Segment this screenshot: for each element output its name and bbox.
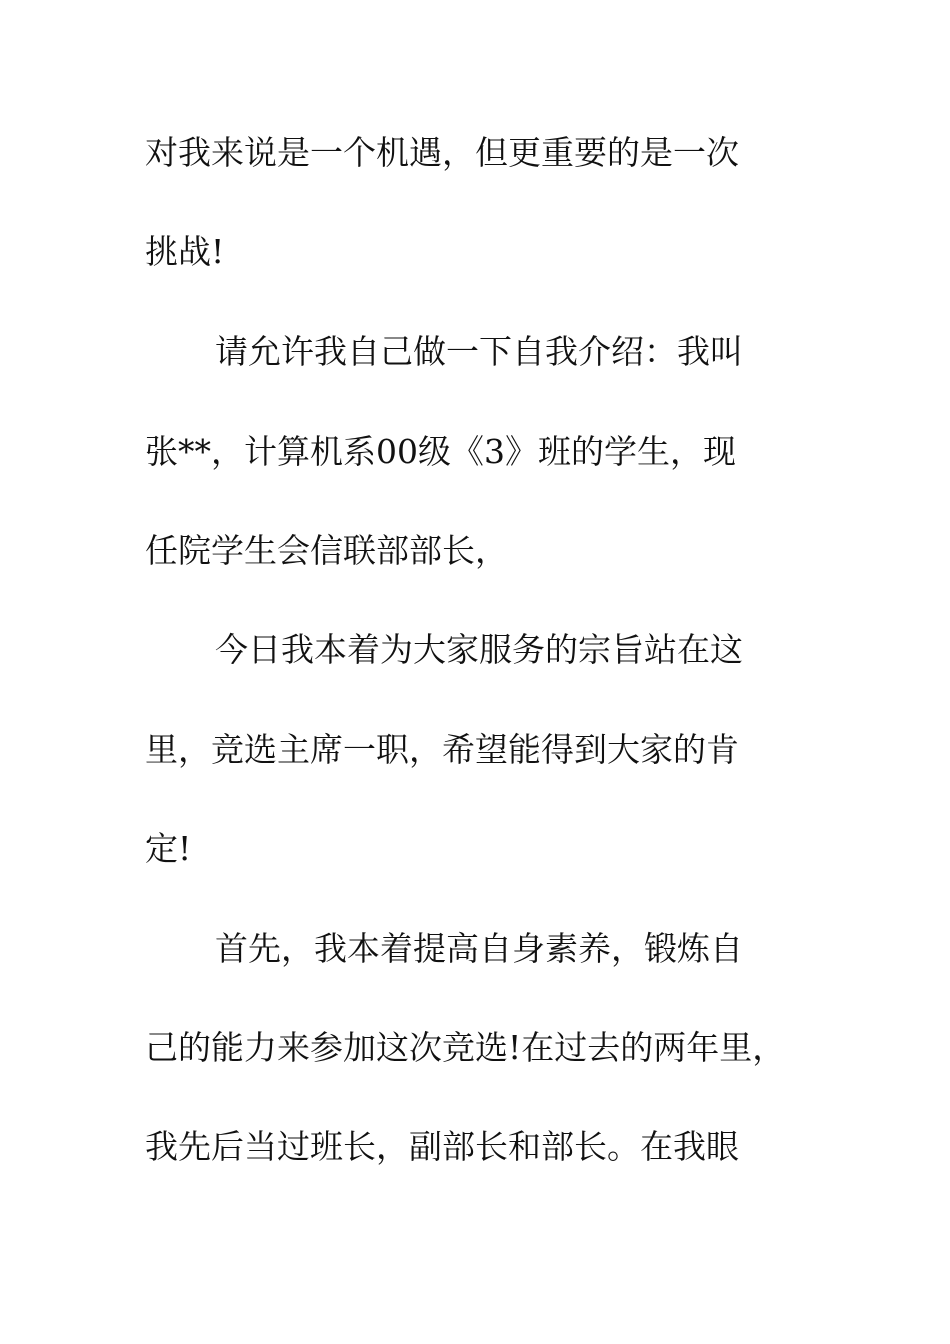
text-line: 里，竞选主席一职，希望能得到大家的肯: [145, 730, 739, 769]
paragraph-start-line: 首先，我本着提高自身素养，锻炼自: [215, 929, 743, 968]
text-line: 我先后当过班长，副部长和部长。在我眼: [145, 1127, 739, 1166]
text-line: 任院学生会信联部部长，: [145, 531, 508, 570]
text-line: 张**，计算机系00级《3》班的学生，现: [145, 432, 736, 471]
paragraph-start-line: 今日我本着为大家服务的宗旨站在这: [215, 630, 743, 669]
text-line: 己的能力来参加这次竞选!在过去的两年里，: [145, 1028, 786, 1067]
text-line: 对我来说是一个机遇，但更重要的是一次: [145, 133, 739, 172]
text-line: 挑战!: [145, 232, 225, 271]
text-line: 定!: [145, 829, 192, 868]
paragraph-start-line: 请允许我自己做一下自我介绍：我叫: [215, 332, 743, 371]
